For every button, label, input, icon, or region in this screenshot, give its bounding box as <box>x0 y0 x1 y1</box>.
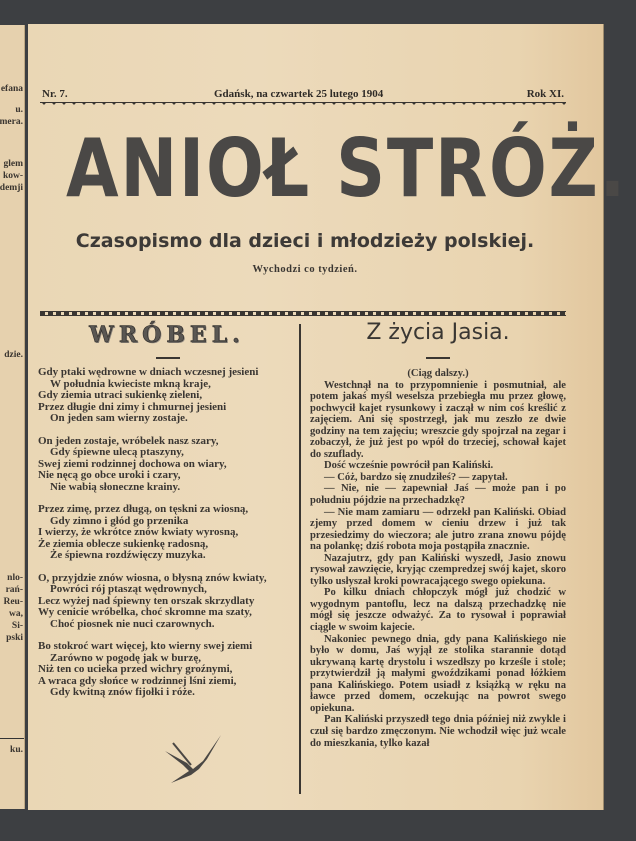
poem-stanza <box>38 436 300 494</box>
place-date: Gdańsk, na czwartek 25 lutego 1904 <box>214 88 384 100</box>
poem-stanza <box>38 641 300 699</box>
poem-line: Że ziemia oblecze sukienkę radosną, <box>38 537 209 550</box>
poem-line: Choć piosnek nie nuci czarownych. <box>50 617 215 630</box>
poem-line: Zarówno w pogodę jak w burzę, <box>50 651 201 664</box>
previous-page-edge <box>0 25 25 809</box>
poem-line: W południa kwieciste mkną kraje, <box>50 377 211 390</box>
story-continuation-note: (Ciąg dalszy.) <box>407 368 469 379</box>
newspaper-subtitle: Czasopismo dla dzieci i młodzieży polskiej. <box>75 230 535 252</box>
story-paragraph: — Cóż, bardzo się znudziłeś? — zapytał. <box>324 471 508 483</box>
newspaper-title: ANIOŁ STRÓŻ. <box>66 122 628 215</box>
poem-line: Nie wabią słoneczne krainy. <box>50 480 181 493</box>
story-title-rule <box>426 357 450 359</box>
previous-page-text-fragment: dzie. <box>4 350 23 360</box>
previous-page-text-fragment: mera. <box>0 117 23 127</box>
poem-line: On jeden sam wierny zostaje. <box>50 412 188 424</box>
poem-stanza <box>38 504 300 562</box>
poem-line: Bo stokroć wart więcej, kto wierny swej ziemi <box>38 640 253 652</box>
story-body <box>310 368 566 749</box>
poem-line: Że śpiewna rozdźwięczy muzyka. <box>50 549 206 561</box>
swallow-illustration <box>163 729 223 784</box>
story-paragraph: Nazajutrz, gdy pan Kaliński wyszedł, Jasio znowu rysował zawzięcie, kryjąc czempredzej swój kajet, skoro tylko usłyszał kroki powracającego swego opiekuna. <box>310 552 566 587</box>
story-paragraph: Dość wcześnie powrócił pan Kaliński. <box>324 460 494 472</box>
story-paragraph: Po kilku dniach chłopczyk mógł już chodzić w wygodnym pantoflu, lecz na dalszą przechadzkę nie mógł się jeszcze odważyć. Za to rysował i poprawiał ciągle w swoim kajecie. <box>310 587 566 634</box>
story-paragraph: Westchnął na to przypomnienie i posmutniał, ale potem jakaś myśl weselsza przebiegła mu przez głowę, pochwycił kajet rysunkowy i zaczął w nim coś kreślić z zajęciem. Ani się spostrzegł, jak mu zeszło ze dwie godziny na tem zajęciu; wreszcie gdy spojrzał na zegar i zobaczył, że już jest po wpół do trzeciej, schował kajet do szuflady. <box>310 379 566 460</box>
previous-page-text-fragment: efana <box>0 84 23 94</box>
poem-stanza <box>38 367 300 425</box>
previous-page-text-fragment: glem <box>3 159 23 169</box>
previous-page-text-fragment: ku. <box>10 745 23 755</box>
poem-line: Gdy kwitną znów fijołki i róże. <box>50 686 195 698</box>
poem-line: Przez zimę, przez długą, on tęskni za wiosną, <box>38 503 249 515</box>
story-paragraph: Pan Kaliński przyszedł tego dnia później niż zwykle i czuł się bardzo zmęczonym. Nie wchodził więc już wcale do mieszkania, tylko kazał <box>310 714 566 749</box>
poem-line: A wraca gdy słońce w rodzinnej lśni ziemi, <box>38 674 237 687</box>
previous-page-text-fragment: kow- <box>2 171 23 181</box>
previous-page-text-fragment: pski <box>6 633 23 643</box>
previous-page-text-fragment: demji <box>0 183 23 193</box>
previous-page-text-fragment: u. <box>15 105 23 115</box>
poem-stanza <box>38 573 300 631</box>
story-title: Z życia Jasia. <box>366 320 510 345</box>
story-paragraph: Nakoniec pewnego dnia, gdy pana Kalińskiego nie było w domu, Jaś wyjął ze stolika starannie dotąd ukrywaną kartę drystolu i wszedłszy po krześle i stole; przytwierdził ją małymi gwoździkami ponad łóżkiem pana Kalińskiego. Potem usiadł z książką w ręku na ławce przed domem, oczekując na powrot swego opiekuna. <box>310 633 566 714</box>
poem-line: Niż ten co ucieka przed wichry groźnymi, <box>38 663 233 675</box>
poem-line: O, przyjdzie znów wiosna, o błysną znów kwiaty, <box>38 571 267 584</box>
poem-line: Lecz wyżej nad śpiewny ten orszak skrzydlaty <box>38 594 255 607</box>
year-volume: Rok XI. <box>526 88 564 100</box>
issue-number: Nr. 7. <box>42 88 68 100</box>
previous-page-text-fragment: wa, <box>9 609 23 619</box>
story-paragraph: — Nie, nie — zapewniał Jaś — może pan i po południu pójdzie na przechadzkę? <box>310 483 566 507</box>
poem-line: Przez długie dni zimy i chmurnej jesieni <box>38 400 227 413</box>
poem-line: Powróci rój ptasząt wędrownych, <box>50 583 207 595</box>
previous-page-rule <box>0 738 24 739</box>
previous-page-text-fragment: Reu- <box>3 597 23 607</box>
previous-page-text-fragment: rań- <box>5 585 23 595</box>
newspaper-page <box>28 24 628 810</box>
poem-line: Gdy zimno i głód go przenika <box>50 514 189 527</box>
poem-line: Gdy śpiewne ulecą ptaszyny, <box>50 446 184 458</box>
poem-line: Nie nęcą go obce uroki i czary, <box>38 469 181 481</box>
poem-title-rule <box>156 357 180 359</box>
poem-title: WRÓBEL. <box>89 322 245 348</box>
poem-line: Wy cenicie wróbelka, choć skromne ma szaty, <box>38 606 252 618</box>
previous-page-text-fragment: Si- <box>11 621 23 631</box>
previous-page-text-fragment: nlo- <box>7 573 23 583</box>
poem-line: On jeden zostaje, wróbelek nasz szary, <box>38 434 219 447</box>
ornamental-rule-bottom <box>40 311 566 316</box>
poem-line: Swej ziemi rodzinnej dochowa on wiary, <box>38 457 227 470</box>
poem-line: I wierzy, że wkrótce znów kwiaty wyrosną, <box>38 526 239 538</box>
story-paragraph: — Nie mam zamiaru — odrzekł pan Kaliński. Obiad zjemy przed domem w cieniu drzew i już tak przesiedzimy do wieczora; ale jutro zrana znowu pójdę na polankę; dziś robota moja postąpiła znacznie. <box>310 506 566 553</box>
poem-body <box>38 367 300 710</box>
poem-line: Gdy ptaki wędrowne w dniach wczesnej jesieni <box>38 366 259 378</box>
ornamental-rule-top <box>40 102 566 107</box>
poem-line: Gdy ziemia utraci sukienkę zieleni, <box>38 389 203 401</box>
publication-frequency: Wychodzi co tydzień. <box>252 264 358 275</box>
